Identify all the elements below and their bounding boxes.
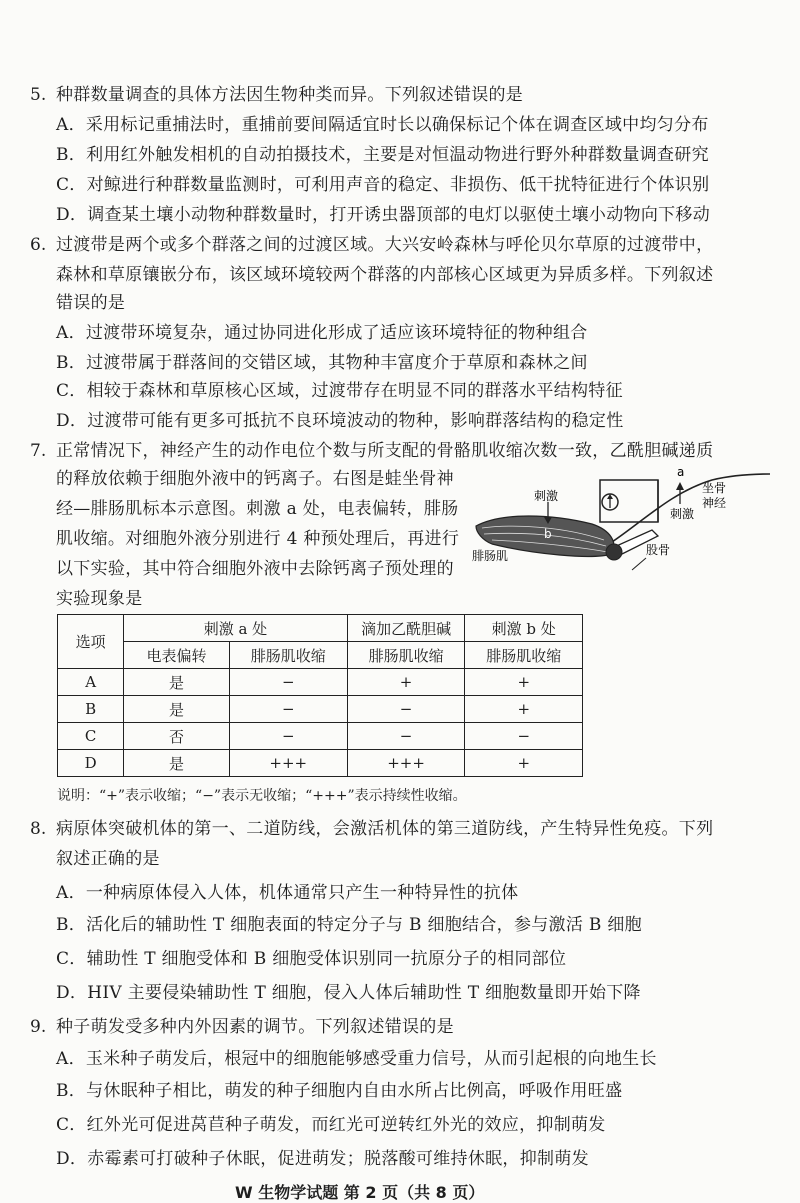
table-subheader: 腓肠肌收缩 — [347, 642, 465, 669]
table-row — [58, 723, 583, 750]
point-b-label: b — [544, 527, 552, 541]
table-header-ach: 滴加乙酰胆碱 — [347, 615, 465, 642]
table-row — [58, 696, 583, 723]
q8-option-b: B．活化后的辅助性 T 细胞表面的特定分子与 B 细胞结合，参与激活 B 细胞 — [56, 915, 642, 935]
table-cell: 是 — [124, 750, 230, 777]
table-cell: − — [347, 696, 465, 723]
muscle-label: 腓肠肌 — [472, 549, 509, 563]
nerve-label-2: 神经 — [702, 496, 727, 510]
q6-option-b: B．过渡带属于群落间的交错区域，其物种丰富度介于草原和森林之间 — [56, 353, 588, 373]
q6-stem-line: 错误的是 — [56, 293, 126, 313]
q8-number: 8. — [30, 819, 47, 839]
table-cell: + — [347, 669, 465, 696]
stimulus-b-label: 刺激 — [534, 489, 559, 503]
table-cell: +++ — [347, 750, 465, 777]
q7-stem-line: 以下实验，其中符合细胞外液中去除钙离子预处理的 — [56, 559, 454, 579]
table-header-stim-a: 刺激 a 处 — [124, 615, 347, 642]
nerve-muscle-figure — [472, 462, 772, 602]
q7-stem-line: 实验现象是 — [56, 589, 143, 609]
table-cell: − — [347, 723, 465, 750]
table-header-stim-b: 刺激 b 处 — [465, 615, 583, 642]
q5-option-d: D．调查某土壤小动物种群数量时，打开诱虫器顶部的电灯以驱使土壤小动物向下移动 — [56, 205, 711, 225]
q9-option-d: D．赤霉素可打破种子休眠，促进萌发；脱落酸可维持休眠，抑制萌发 — [56, 1149, 589, 1169]
table-note: 说明：“+”表示收缩；“−”表示无收缩；“+++”表示持续性收缩。 — [57, 788, 467, 804]
page-footer: W 生物学试题 第 2 页（共 8 页） — [235, 1183, 485, 1202]
q9-option-b: B．与休眠种子相比，萌发的种子细胞内自由水所占比例高，呼吸作用旺盛 — [56, 1081, 623, 1101]
q5-stem: 种群数量调查的具体方法因生物种类而异。下列叙述错误的是 — [56, 85, 524, 105]
table-subheader: 电表偏转 — [124, 642, 230, 669]
table-cell: − — [229, 669, 347, 696]
q5-number: 5. — [30, 85, 47, 105]
q6-option-c: C．相较于森林和草原核心区域，过渡带存在明显不同的群落水平结构特征 — [56, 381, 623, 401]
q8-option-a: A．一种病原体侵入人体，机体通常只产生一种特异性的抗体 — [56, 883, 519, 903]
stimulus-a-label: 刺激 — [670, 507, 695, 521]
q5-option-c: C．对鲸进行种群数量监测时，可利用声音的稳定、非损伤、低干扰特征进行个体识别 — [56, 175, 710, 195]
q9-number: 9. — [30, 1017, 47, 1037]
q6-stem-line: 过渡带是两个或多个群落之间的过渡区域。大兴安岭森林与呼伦贝尔草原的过渡带中， — [56, 235, 714, 255]
table-cell: A — [58, 669, 124, 696]
q7-stem-line: 的释放依赖于细胞外液中的钙离子。右图是蛙坐骨神 — [56, 469, 454, 489]
table-cell: C — [58, 723, 124, 750]
q9-option-c: C．红外光可促进莴苣种子萌发，而红光可逆转红外光的效应，抑制萌发 — [56, 1115, 606, 1135]
table-cell: D — [58, 750, 124, 777]
q9-option-a: A．玉米种子萌发后，根冠中的细胞能够感受重力信号，从而引起根的向地生长 — [56, 1049, 657, 1069]
table-subheader: 腓肠肌收缩 — [465, 642, 583, 669]
table-cell: − — [229, 696, 347, 723]
table-row — [58, 669, 583, 696]
table-cell: B — [58, 696, 124, 723]
table-row — [58, 750, 583, 777]
table-cell: 否 — [124, 723, 230, 750]
table-subheader: 腓肠肌收缩 — [229, 642, 347, 669]
q5-option-a: A．采用标记重捕法时，重捕前要间隔适宜时长以确保标记个体在调查区域中均匀分布 — [56, 115, 709, 135]
q8-option-c: C．辅助性 T 细胞受体和 B 细胞受体识别同一抗原分子的相同部位 — [56, 949, 567, 969]
q8-stem-line: 病原体突破机体的第一、二道防线，会激活机体的第三道防线，产生特异性免疫。下列 — [56, 819, 714, 839]
q7-stem-line: 正常情况下，神经产生的动作电位个数与所支配的骨骼肌收缩次数一致，乙酰胆碱递质 — [56, 441, 714, 461]
q9-stem: 种子萌发受多种内外因素的调节。下列叙述错误的是 — [56, 1017, 454, 1037]
nerve-label-1: 坐骨 — [702, 481, 727, 495]
bone-label: 股骨 — [646, 543, 671, 557]
q8-option-d: D．HIV 主要侵染辅助性 T 细胞，侵入人体后辅助性 T 细胞数量即开始下降 — [56, 983, 641, 1003]
q5-option-b: B．利用红外触发相机的自动拍摄技术，主要是对恒温动物进行野外种群数量调查研究 — [56, 145, 709, 165]
q6-stem-line: 森林和草原镶嵌分布，该区域环境较两个群落的内部核心区域更为异质多样。下列叙述 — [56, 265, 714, 285]
q8-stem-line: 叙述正确的是 — [56, 849, 160, 869]
point-a-label: a — [677, 465, 685, 479]
q6-number: 6. — [30, 235, 47, 255]
table-cell: 是 — [124, 669, 230, 696]
table-cell: − — [465, 723, 583, 750]
q7-number: 7. — [30, 441, 47, 461]
q6-option-d: D．过渡带可能有更多可抵抗不良环境波动的物种，影响群落结构的稳定性 — [56, 411, 624, 431]
table-cell: + — [465, 750, 583, 777]
table-cell: 是 — [124, 696, 230, 723]
q6-option-a: A．过渡带环境复杂，通过协同进化形成了适应该环境特征的物种组合 — [56, 323, 588, 343]
table-header-option: 选项 — [58, 615, 124, 669]
q7-stem-line: 肌收缩。对细胞外液分别进行 4 种预处理后，再进行 — [56, 529, 460, 549]
table-cell: + — [465, 696, 583, 723]
q7-stem-line: 经—腓肠肌标本示意图。刺激 a 处，电表偏转，腓肠 — [56, 499, 459, 519]
table-cell: − — [229, 723, 347, 750]
table-cell: +++ — [229, 750, 347, 777]
results-table — [57, 614, 583, 777]
table-cell: + — [465, 669, 583, 696]
